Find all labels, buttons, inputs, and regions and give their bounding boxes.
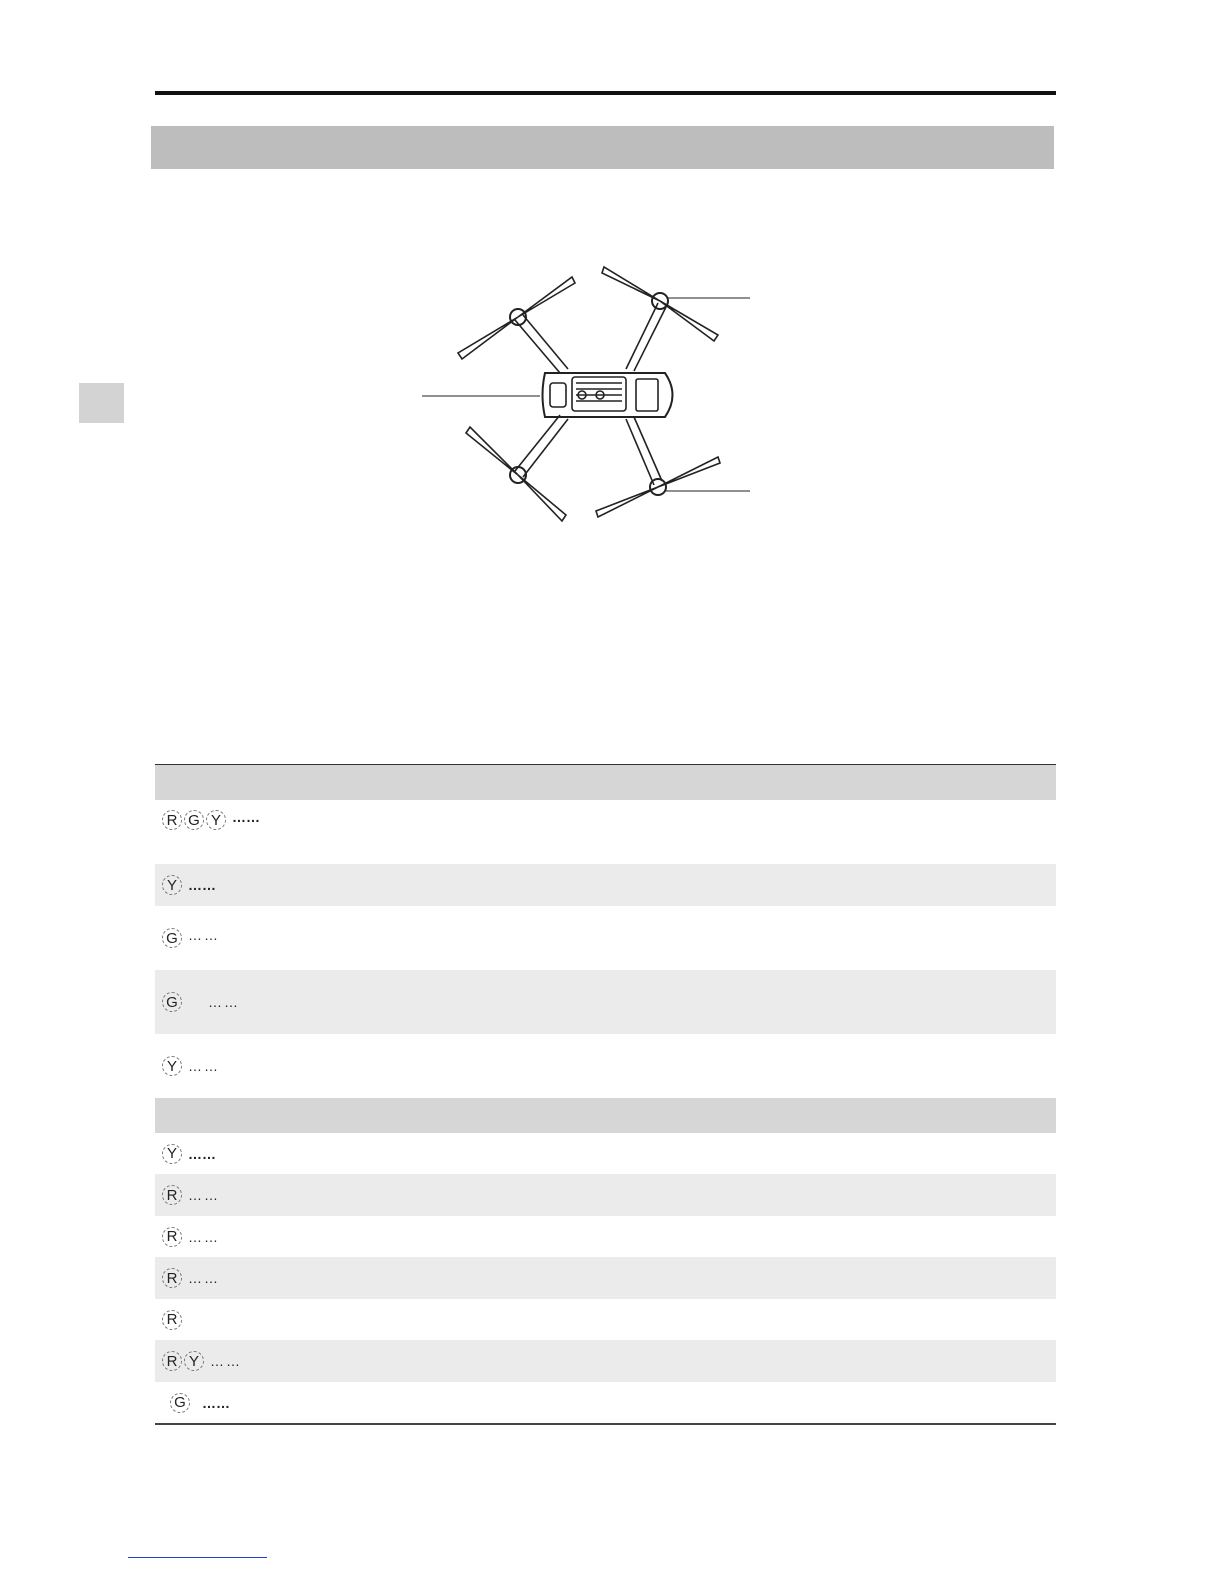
arm-front-left-b bbox=[523, 315, 568, 369]
propeller-rl-1 bbox=[466, 427, 518, 475]
blink-pattern-dots: …… bbox=[210, 1353, 242, 1369]
table-header-warning bbox=[155, 1098, 1056, 1133]
table-row bbox=[155, 1034, 1056, 1098]
led-red-blink-icon: R bbox=[162, 1227, 182, 1247]
table-row bbox=[155, 1299, 1056, 1340]
blink-pattern-dots: …… bbox=[188, 927, 220, 943]
status-indicator-table bbox=[155, 764, 1056, 1425]
table-row bbox=[155, 1174, 1056, 1216]
led-green-blink-icon: G bbox=[162, 992, 182, 1012]
led-red-blink-icon: R bbox=[162, 1268, 182, 1288]
led-red-solid-icon: R bbox=[162, 1310, 182, 1330]
drone-top-view-illustration bbox=[400, 255, 770, 535]
led-yellow-blink-icon: Y bbox=[162, 1144, 182, 1164]
arm-front-right bbox=[626, 303, 658, 369]
arm-front-left bbox=[515, 320, 560, 373]
propeller-rr-1 bbox=[658, 457, 720, 487]
footer-link-underline[interactable] bbox=[128, 1557, 267, 1558]
propeller-fr-1 bbox=[602, 267, 660, 301]
body-gimbal bbox=[636, 379, 658, 411]
table-row bbox=[155, 970, 1056, 1034]
table-row bbox=[155, 800, 1056, 864]
blink-pattern-dots: …… bbox=[188, 1058, 220, 1074]
led-green-blink-icon: G bbox=[170, 1393, 190, 1413]
led-red-blink-icon: R bbox=[162, 1185, 182, 1205]
led-red-blink-icon: R bbox=[162, 810, 182, 830]
body-battery bbox=[572, 377, 626, 411]
propeller-fr-2 bbox=[660, 301, 718, 341]
led-red-blink-icon: R bbox=[162, 1351, 182, 1371]
table-row bbox=[155, 1216, 1056, 1257]
blink-pattern-dots: …… bbox=[188, 1187, 220, 1203]
table-bottom-rule bbox=[155, 1423, 1056, 1425]
top-rule bbox=[155, 91, 1056, 95]
blink-pattern-dots: …… bbox=[188, 877, 216, 893]
led-yellow-blink-icon: Y bbox=[206, 810, 226, 830]
blink-pattern-dots: …… bbox=[208, 994, 240, 1010]
led-green-blink-icon: G bbox=[162, 928, 182, 948]
table-row bbox=[155, 1340, 1056, 1382]
led-yellow-blink-icon: Y bbox=[184, 1351, 204, 1371]
led-yellow-blink-icon: Y bbox=[162, 875, 182, 895]
blink-pattern-dots: …… bbox=[232, 809, 260, 825]
arm-rear-left-b bbox=[523, 419, 568, 477]
arm-rear-left bbox=[515, 415, 560, 471]
table-row bbox=[155, 906, 1056, 970]
table-row bbox=[155, 1257, 1056, 1299]
table-header-normal bbox=[155, 765, 1056, 800]
blink-pattern-dots: …… bbox=[188, 1145, 216, 1162]
blink-pattern-dots: …… bbox=[188, 1228, 220, 1245]
led-green-blink-icon: G bbox=[184, 810, 204, 830]
section-title-bar bbox=[151, 126, 1054, 169]
propeller-fl-2 bbox=[458, 317, 518, 359]
propeller-rr-2 bbox=[596, 487, 658, 517]
propeller-fl-1 bbox=[518, 277, 575, 317]
propeller-rl-2 bbox=[518, 475, 566, 521]
led-yellow-blink-icon: Y bbox=[162, 1056, 182, 1076]
table-row bbox=[155, 1133, 1056, 1174]
blink-pattern-dots: …… bbox=[188, 1270, 220, 1286]
chapter-side-tab bbox=[79, 383, 124, 423]
table-row bbox=[155, 864, 1056, 906]
arm-front-right-b bbox=[634, 307, 666, 371]
blink-pattern-dots: …… bbox=[202, 1394, 230, 1411]
table-row bbox=[155, 1382, 1056, 1423]
